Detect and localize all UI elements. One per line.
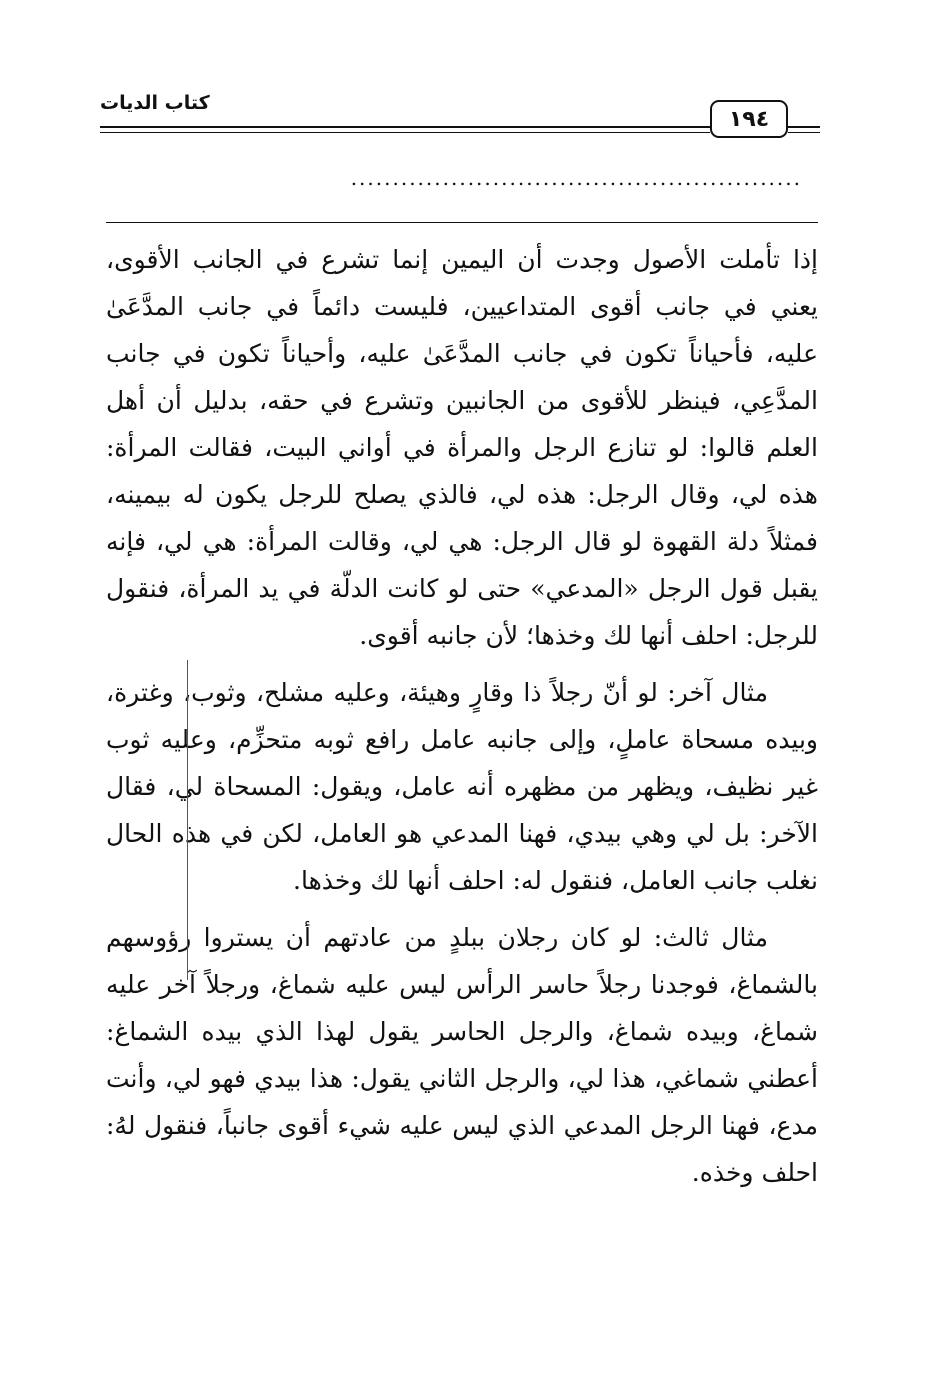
page-header <box>100 86 820 146</box>
page-number: ١٩٤ <box>728 106 770 132</box>
page-body <box>106 236 818 1206</box>
scan-margin-line <box>187 660 188 980</box>
header-rule-left <box>100 126 710 133</box>
header-rule-right <box>788 126 820 133</box>
paragraph-1: إذا تأملت الأصول وجدت أن اليمين إنما تشرع في الجانب الأقوى، يعني في جانب أقوى المتداعيين، فليست دائماً في جانب المدَّعَىٰ عليه، فأحياناً تكون في جانب المدَّعَىٰ عليه، وأحياناً تكون في جانب المدَّعِي، فينظر للأقوى من الجانبين وتشرع في حقه، بدليل أن أهل العلم قالوا: لو تنازع الرجل والمرأة في أواني البيت، فقالت المرأة: هذه لي، وقال الرجل: هذه لي، فالذي يصلح للرجل يكون له بيمينه، فمثلاً دلة القهوة لو قال الرجل: هي لي، وقالت المرأة: هي لي، فإنه يقبل قول الرجل «المدعي» حتى لو كانت الدلّة في يد المرأة، فنقول للرجل: احلف أنها لك وخذها؛ لأن جانبه أقوى. <box>106 245 818 650</box>
paragraph-2: مثال آخر: لو أنّ رجلاً ذا وقارٍ وهيئة، وعليه مشلح، وثوب، وغترة، وبيده مسحاة عاملٍ، وإلى جانبه عامل رافع ثوبه متحزِّم، وعليه ثوب غير نظيف، ويظهر من مظهره أنه عامل، ويقول: المسحاة لي، فقال الآخر: بل لي وهي بيدي، فهنا المدعي هو العامل، لكن في هذه الحال نغلب جانب العامل، فنقول له: احلف أنها لك وخذها. <box>106 678 818 895</box>
book-title: كتاب الديات <box>100 92 210 114</box>
dotted-line: ...................................................... <box>350 166 802 190</box>
paragraph-3: مثال ثالث: لو كان رجلان ببلدٍ من عادتهم أن يستروا رؤوسهم بالشماغ، فوجدنا رجلاً حاسر الرأس ليس عليه شماغ، ورجلاً آخر عليه شماغ، وبيده شماغ، والرجل الحاسر يقول لهذا الذي بيده الشماغ: أعطني شماغي، هذا لي، والرجل الثاني يقول: هذا بيدي فهو لي، وأنت مدع، فهنا الرجل المدعي الذي ليس عليه شيء أقوى جانباً، فنقول لهُ: احلف وخذه. <box>106 923 818 1187</box>
separator-line <box>106 222 818 223</box>
page-number-box <box>710 100 788 138</box>
